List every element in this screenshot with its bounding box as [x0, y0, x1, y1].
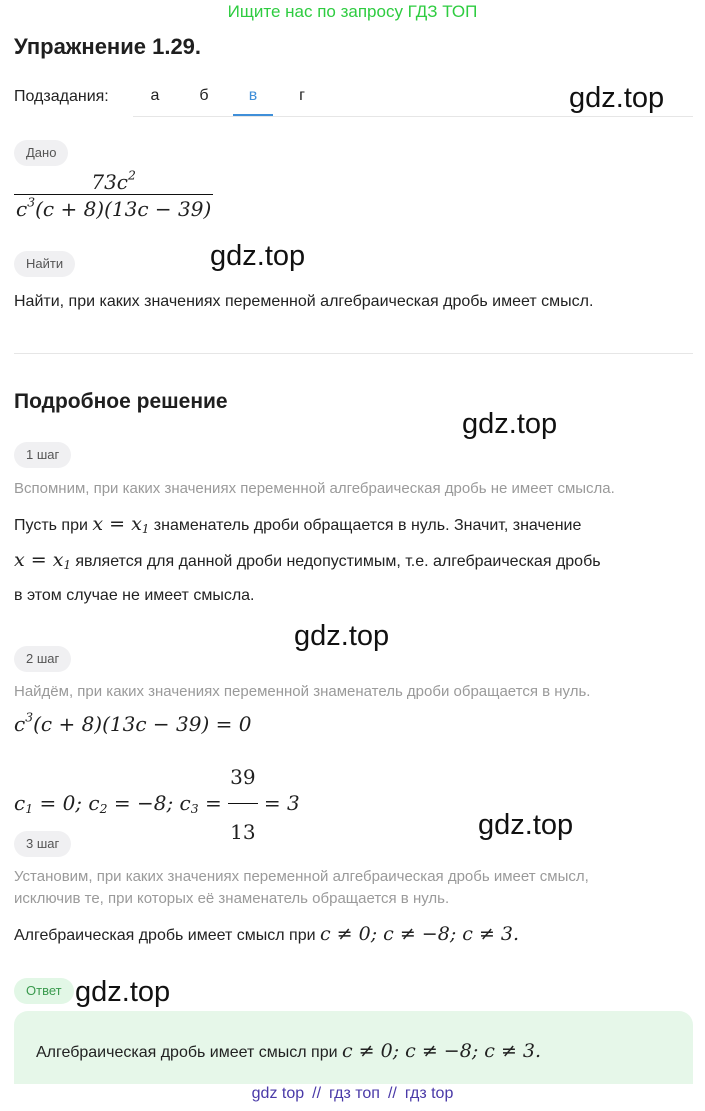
root-3-result: = 3 — [257, 791, 300, 815]
step-1-line-2-post: является для данной дроби недопустимым, т.е. алгебраическая дробь — [75, 553, 601, 570]
footer-link-2[interactable]: гдз топ — [329, 1085, 380, 1102]
step-1-math-2: x = x — [14, 549, 64, 571]
answer-text — [36, 1040, 541, 1062]
step-1-line-1-pre: Пусть при — [14, 517, 88, 534]
watermark: gdz.top — [210, 240, 306, 272]
watermark: gdz.top — [569, 82, 665, 114]
tab-a[interactable]: а — [150, 87, 160, 104]
step-1-line-1 — [14, 506, 581, 544]
step-1-line-2 — [14, 542, 601, 580]
root-3-frac-den: 13 — [228, 803, 257, 858]
root-3-eq: = — [198, 791, 229, 815]
step-1-math-1-sub: 1 — [141, 521, 150, 536]
answer-badge: Ответ — [14, 978, 74, 1004]
tab-v[interactable]: в — [233, 80, 273, 116]
watermark: gdz.top — [478, 809, 574, 841]
step-2-badge: 2 шаг — [14, 646, 71, 672]
step-1-badge: 1 шаг — [14, 442, 71, 468]
step-3-badge: 3 шаг — [14, 831, 71, 857]
find-text: Найти, при каких значениях переменной алгебраическая дробь имеет смысл. — [14, 293, 594, 310]
given-numerator-exp: 2 — [128, 167, 136, 183]
top-note: Ищите нас по запросу ГДЗ ТОП — [227, 2, 478, 21]
watermark: gdz.top — [75, 976, 171, 1008]
step-1-hint: Вспомним, при каких значениях переменной алгебраическая дробь не имеет смысла. — [14, 480, 615, 497]
given-fraction — [14, 167, 213, 221]
answer-text-plain: Алгебраическая дробь имеет смысл при — [36, 1044, 338, 1061]
footer-separator: // — [387, 1085, 397, 1102]
footer-separator: // — [312, 1085, 322, 1102]
find-badge: Найти — [14, 251, 75, 277]
page-title: Упражнение 1.29. — [14, 34, 202, 59]
subtasks-label: Подзадания: — [14, 88, 109, 105]
root-2-sub: 2 — [99, 801, 108, 817]
root-c-2: c — [88, 791, 100, 815]
step-1-math-1: x = x — [92, 513, 142, 535]
given-den-b: (c + 8)(13c − 39) — [35, 197, 212, 221]
given-den-a: c — [16, 197, 28, 221]
given-badge: Дано — [14, 140, 68, 166]
watermark: gdz.top — [294, 620, 390, 652]
given-den-a-exp: 3 — [27, 194, 36, 210]
given-numerator: 73c — [91, 170, 129, 194]
footer-link-1[interactable]: gdz top — [251, 1085, 305, 1102]
step-3-hint-1: Установим, при каких значениях переменной алгебраическая дробь имеет смысл, — [14, 868, 589, 885]
root-3-sub: 3 — [190, 801, 199, 817]
step-2-hint: Найдём, при каких значениях переменной знаменатель дроби обращается в нуль. — [14, 683, 591, 700]
divider — [14, 353, 693, 354]
answer-math: c ≠ 0; c ≠ −8; c ≠ 3. — [342, 1040, 542, 1062]
step-3-text-plain: Алгебраическая дробь имеет смысл при — [14, 927, 316, 944]
footer-links — [0, 1085, 705, 1103]
step-3-math: c ≠ 0; c ≠ −8; c ≠ 3. — [320, 923, 520, 945]
step-2-eq-base: c — [14, 712, 26, 736]
root-c-1: c — [14, 791, 26, 815]
root-3-frac-num: 39 — [230, 765, 256, 789]
root-c-3: c — [179, 791, 191, 815]
tab-b[interactable]: б — [199, 87, 209, 104]
step-3-text — [14, 916, 519, 954]
step-2-equation — [14, 709, 252, 736]
footer-link-3[interactable]: гдз top — [404, 1085, 454, 1102]
step-1-line-1-post: знаменатель дроби обращается в нуль. Значит, значение — [153, 517, 582, 534]
step-2-eq-rest: (c + 8)(13c − 39) = 0 — [33, 712, 252, 736]
tab-g[interactable]: г — [299, 87, 305, 104]
watermark: gdz.top — [462, 408, 558, 440]
step-3-hint-2: исключив те, при которых её знаменатель обращается в нуль. — [14, 890, 450, 907]
solution-title: Подробное решение — [14, 390, 228, 413]
root-1-value: = 0; — [33, 791, 83, 815]
root-2-value: = −8; — [107, 791, 174, 815]
step-1-math-2-sub: 1 — [63, 557, 71, 572]
step-2-eq-exp: 3 — [25, 709, 34, 725]
step-1-line-3: в этом случае не имеет смысла. — [14, 587, 255, 604]
root-1-sub: 1 — [25, 801, 34, 817]
